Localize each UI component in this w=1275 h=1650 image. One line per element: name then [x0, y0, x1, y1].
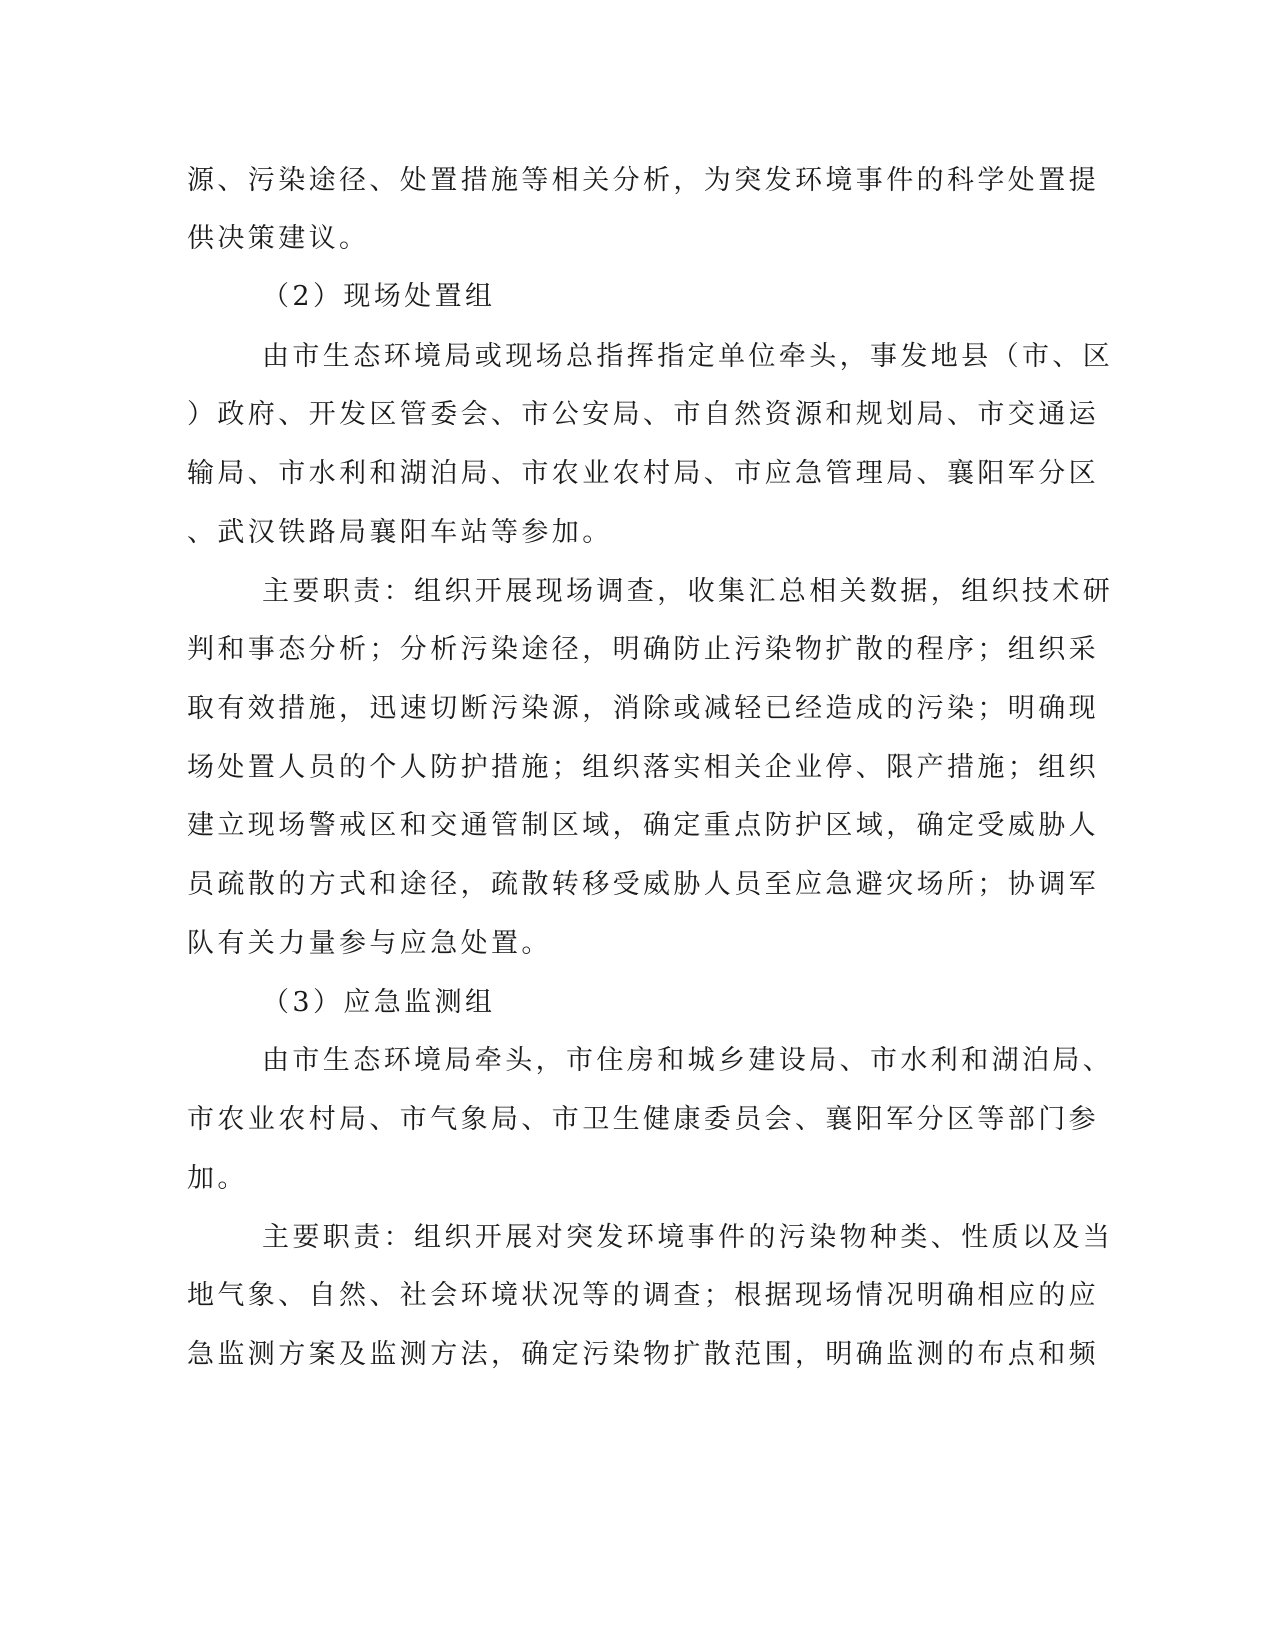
text-line: ）政府、开发区管委会、市公安局、市自然资源和规划局、市交通运	[187, 399, 1099, 430]
text-line: 队有关力量参与应急处置。	[187, 928, 552, 959]
text-line: 供决策建议。	[187, 223, 370, 254]
text-line: 市农业农村局、市气象局、市卫生健康委员会、襄阳军分区等部门参	[187, 1104, 1099, 1135]
text-line: 由市生态环境局或现场总指挥指定单位牵头，事发地县（市、区	[262, 341, 1114, 372]
text-line: 、武汉铁路局襄阳车站等参加。	[187, 517, 613, 548]
text-line: 输局、市水利和湖泊局、市农业农村局、市应急管理局、襄阳军分区	[187, 458, 1099, 489]
text-line: 建立现场警戒区和交通管制区域，确定重点防护区域，确定受威胁人	[187, 810, 1099, 841]
text-line: 主要职责：组织开展对突发环境事件的污染物种类、性质以及当	[262, 1222, 1114, 1253]
text-line: 加。	[187, 1163, 248, 1194]
text-line: 地气象、自然、社会环境状况等的调查；根据现场情况明确相应的应	[187, 1280, 1099, 1311]
text-line: 源、污染途径、处置措施等相关分析，为突发环境事件的科学处置提	[187, 165, 1099, 196]
text-line: 取有效措施，迅速切断污染源，消除或减轻已经造成的污染；明确现	[187, 693, 1099, 724]
text-line: 由市生态环境局牵头，市住房和城乡建设局、市水利和湖泊局、	[262, 1045, 1114, 1076]
text-line: 急监测方案及监测方法，确定污染物扩散范围，明确监测的布点和频	[187, 1339, 1099, 1370]
text-line: 员疏散的方式和途径，疏散转移受威胁人员至应急避灾场所；协调军	[187, 869, 1099, 900]
section-heading-on-site-disposal: （2）现场处置组	[262, 281, 496, 312]
text-line: 场处置人员的个人防护措施；组织落实相关企业停、限产措施；组织	[187, 752, 1099, 783]
text-line: 判和事态分析；分析污染途径，明确防止污染物扩散的程序；组织采	[187, 634, 1099, 665]
text-line: 主要职责：组织开展现场调查，收集汇总相关数据，组织技术研	[262, 576, 1114, 607]
section-heading-emergency-monitoring: （3）应急监测组	[262, 987, 496, 1018]
